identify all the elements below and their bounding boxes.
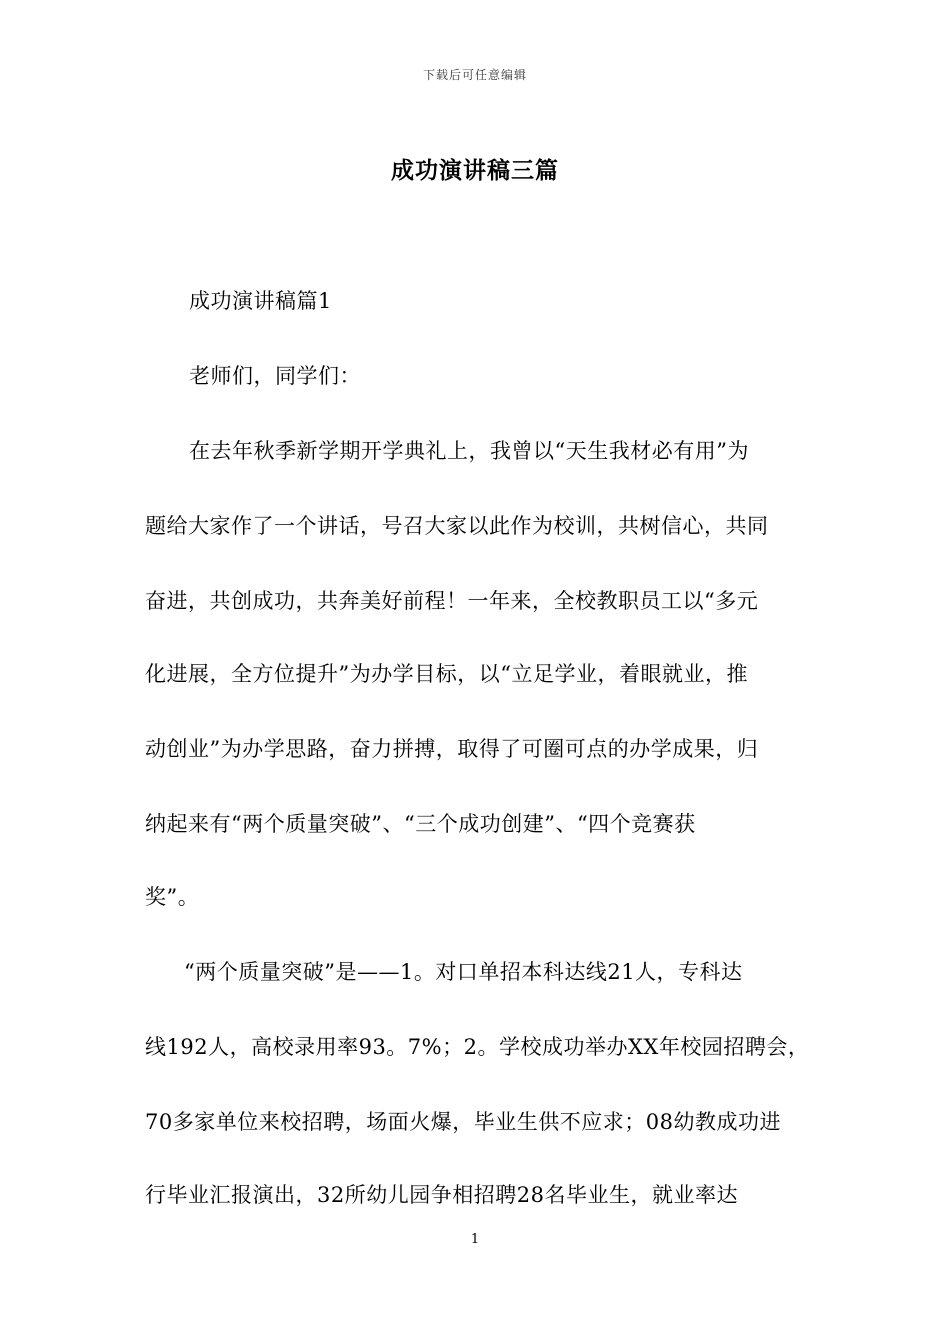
paragraph-line: 线192人，高校录用率93。7%；2。学校成功举办XX年校园招聘会，	[145, 1035, 810, 1059]
page-header-note: 下载后可任意编辑	[422, 68, 527, 82]
page-number: 1	[470, 1232, 480, 1247]
paragraph-line: 奋进，共创成功，共奔美好前程！一年来，全校教职员工以“多元	[145, 589, 759, 613]
document-title: 成功演讲稿三篇	[391, 157, 559, 184]
paragraph-line: 奖”。	[145, 885, 200, 909]
paragraph-line: 行毕业汇报演出，32所幼儿园争相招聘28名毕业生，就业率达	[145, 1183, 738, 1207]
paragraph-line: 70多家单位来校招聘，场面火爆，毕业生供不应求；08幼教成功进	[145, 1110, 781, 1134]
paragraph-line: 化进展，全方位提升”为办学目标，以“立足学业，着眼就业，推	[145, 662, 748, 686]
section-heading: 成功演讲稿篇1	[189, 289, 332, 313]
paragraph-line: “两个质量突破”是——1。对口单招本科达线21人，专科达	[184, 960, 743, 984]
paragraph-line: 动创业”为办学思路，奋力拼搏，取得了可圈可点的办学成果，归	[145, 737, 759, 761]
paragraph-line: 题给大家作了一个讲话，号召大家以此作为校训，共树信心，共同	[145, 514, 769, 538]
salutation: 老师们，同学们：	[189, 364, 361, 388]
paragraph-line: 纳起来有“两个质量突破”、“三个成功创建”、“四个竞赛获	[145, 812, 696, 836]
paragraph-line: 在去年秋季新学期开学典礼上，我曾以“天生我材必有用”为	[189, 439, 749, 463]
